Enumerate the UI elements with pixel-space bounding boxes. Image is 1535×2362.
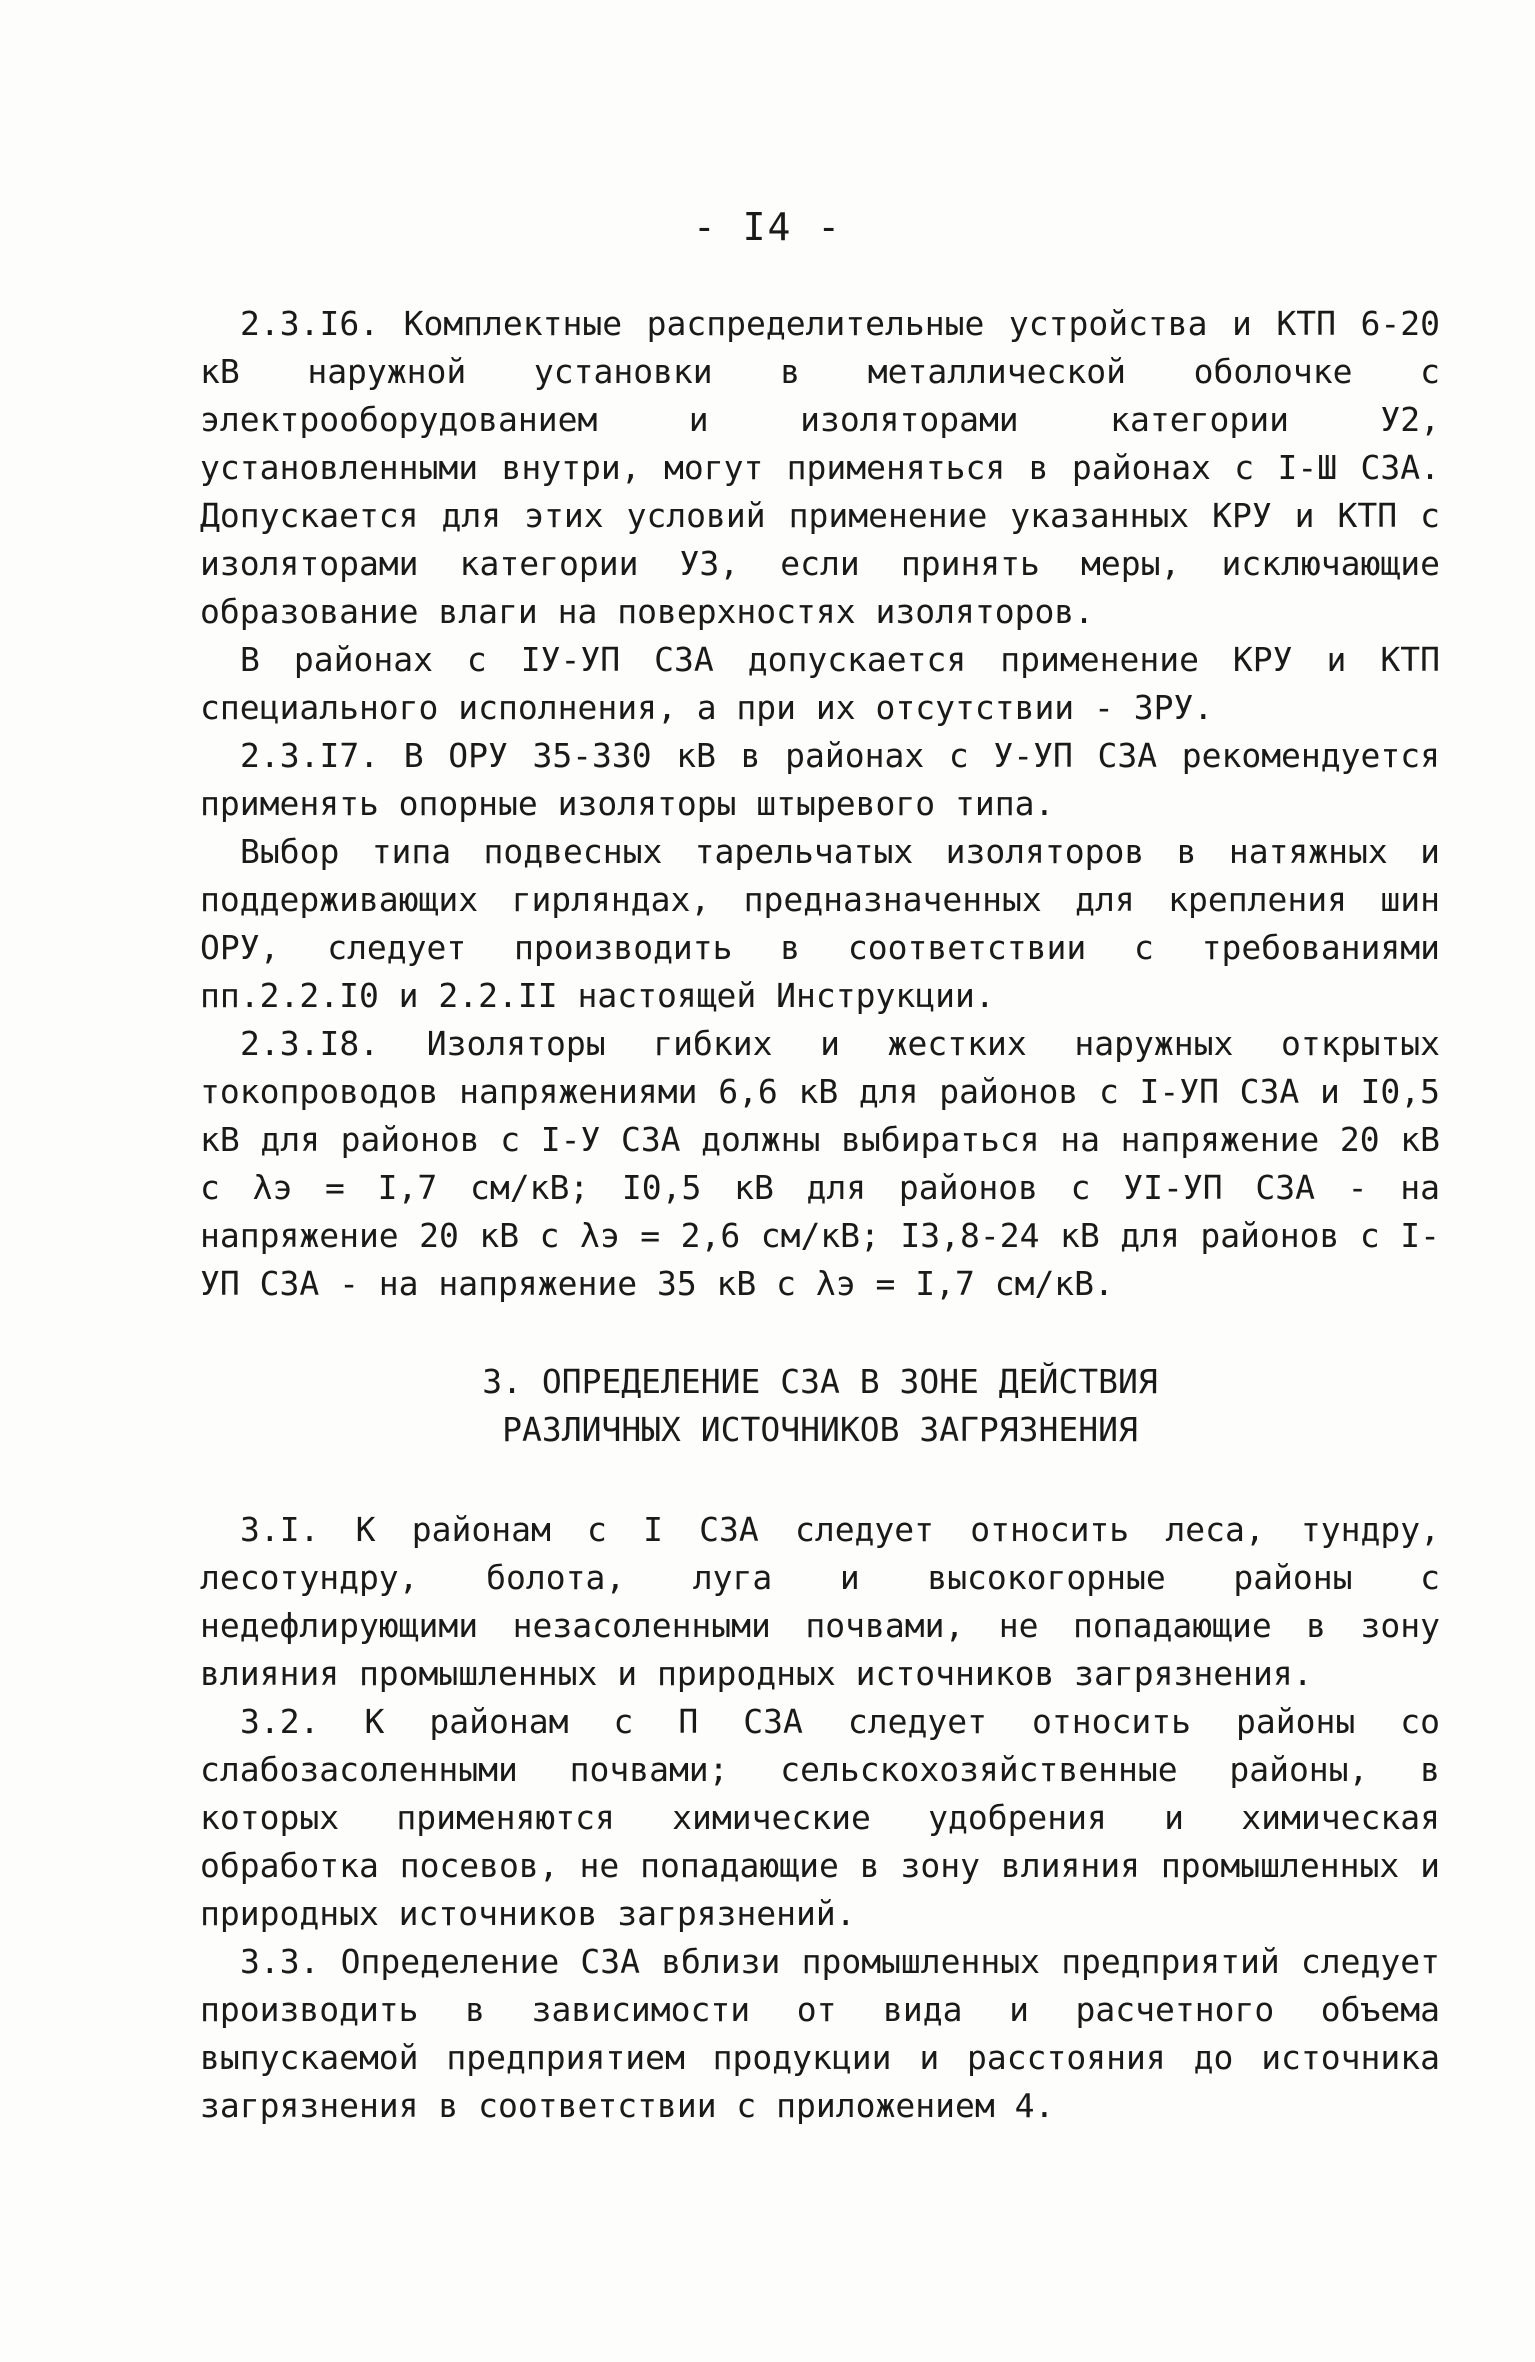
section-heading-line-2: РАЗЛИЧНЫХ ИСТОЧНИКОВ ЗАГРЯЗНЕНИЯ	[502, 1410, 1138, 1449]
paragraph-2-3-18: 2.3.I8. Изоляторы гибких и жестких наружных открытых токопроводов напряжениями 6,6 кВ для районов с I-УП СЗА и I0,5 кВ для районов с I-У СЗА должны выбираться на напряжение 20 кВ с λэ = I,7 см/кВ; I0,5 кВ для районов с УI-УП СЗА - на напряжение 20 кВ с λэ = 2,6 см/кВ; I3,8-24 кВ для районов с I-УП СЗА - на напряжение 35 кВ с λэ = I,7 см/кВ.	[200, 1024, 1440, 1303]
page-number: - I4 -	[692, 205, 843, 249]
section-heading-line-1: 3. ОПРЕДЕЛЕНИЕ СЗА В ЗОНЕ ДЕЙСТВИЯ	[482, 1362, 1158, 1401]
paragraph-insulator-selection: Выбор типа подвесных тарельчатых изоляторов в натяжных и поддерживающих гирляндах, предназначенных для крепления шин ОРУ, следует производить в соответствии с требованиями пп.2.2.I0 и 2.2.II настоящей Инструкции.	[200, 832, 1440, 1015]
document-body	[200, 300, 1440, 2130]
paragraph-2-3-17: 2.3.I7. В ОРУ 35-330 кВ в районах с У-УП СЗА рекомендуется применять опорные изоляторы штыревого типа.	[200, 736, 1440, 823]
paragraph-3-2: 3.2. К районам с П СЗА следует относить районы со слабозасоленными почвами; сельскохозяйственные районы, в которых применяются химические удобрения и химическая обработка посевов, не попадающие в зону влияния промышленных и природных источников загрязнений.	[200, 1702, 1440, 1933]
paragraph-3-1: 3.I. К районам с I СЗА следует относить леса, тундру, лесотундру, болота, луга и высокогорные районы с недефлирующими незасоленными почвами, не попадающие в зону влияния промышленных и природных источников загрязнения.	[200, 1510, 1440, 1693]
paragraph-3-3: 3.3. Определение СЗА вблизи промышленных предприятий следует производить в зависимости от вида и расчетного объема выпускаемой предприятием продукции и расстояния до источника загрязнения в соответствии с приложением 4.	[200, 1942, 1440, 2125]
paragraph-kru-ktp-special: В районах с IУ-УП СЗА допускается применение КРУ и КТП специального исполнения, а при их отсутствии - ЗРУ.	[200, 640, 1440, 727]
section-heading	[200, 1358, 1440, 1454]
paragraph-2-3-16: 2.3.I6. Комплектные распределительные устройства и КТП 6-20 кВ наружной установки в металлической оболочке с электрооборудованием и изоляторами категории У2, установленными внутри, могут применяться в районах с I-Ш СЗА. Допускается для этих условий применение указанных КРУ и КТП с изоляторами категории У3, если принять меры, исключающие образование влаги на поверхностях изоляторов.	[200, 304, 1440, 631]
